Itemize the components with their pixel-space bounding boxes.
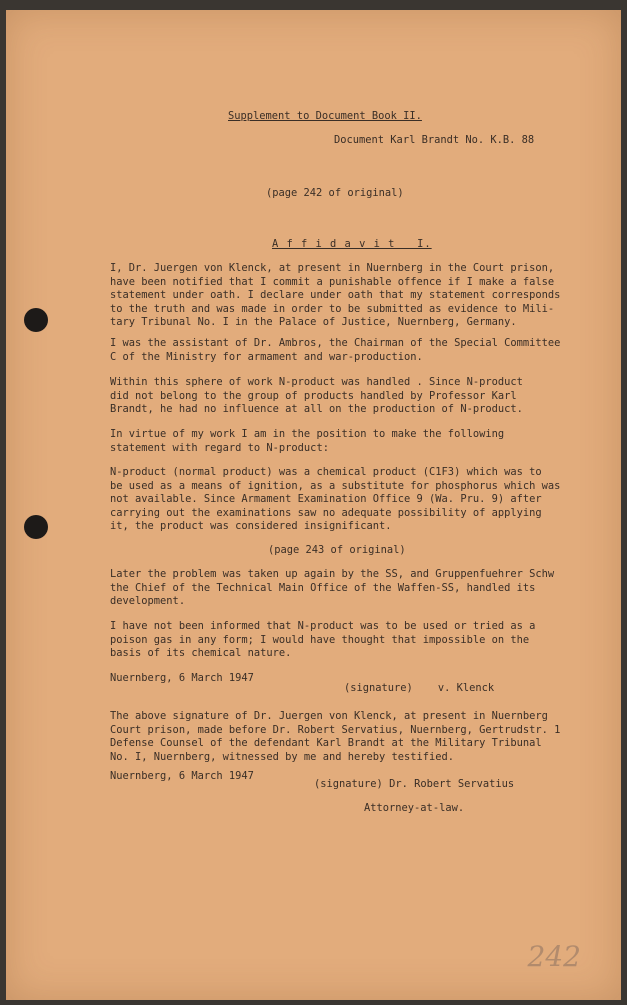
text-line: N-product (normal product) was a chemical product (C1F3) which was to xyxy=(110,466,542,478)
paragraph-sphere xyxy=(110,376,550,417)
text-line: Within this sphere of work N-product was handled . Since N-product xyxy=(110,376,523,388)
paragraph-attestation xyxy=(110,710,561,764)
text-line: have been notified that I commit a punishable offence if I make a false xyxy=(110,275,555,288)
text-line: not available. Since Armament Examination Office 9 (Wa. Pru. 9) after xyxy=(110,493,542,506)
original-page-marker-242: (page 242 of original) xyxy=(266,187,404,199)
paragraph-ss xyxy=(110,568,555,609)
date-line-2: Nuernberg, 6 March 1947 xyxy=(110,770,254,782)
document-sheet xyxy=(6,10,621,1000)
text-line: I, Dr. Juergen von Klenck, at present in Nuernberg in the Court prison, xyxy=(110,262,555,274)
text-line: I have not been informed that N-product was to be used or tried as a xyxy=(110,620,536,632)
date-line-1: Nuernberg, 6 March 1947 xyxy=(110,672,254,684)
paragraph-n-product xyxy=(110,466,561,534)
punch-hole-top xyxy=(24,308,48,332)
text-line: the Chief of the Technical Main Office of the Waffen-SS, handled its xyxy=(110,581,536,594)
text-line: Court prison, made before Dr. Robert Servatius, Nuernberg, Gertrudstr. 1 xyxy=(110,723,561,736)
text-line: basis of its chemical nature. xyxy=(110,647,292,660)
original-page-marker-243: (page 243 of original) xyxy=(268,544,406,556)
text-line: statement with regard to N-product: xyxy=(110,441,329,454)
text-line: Later the problem was taken up again by the SS, and Gruppenfuehrer Schw xyxy=(110,568,555,580)
document-reference: Document Karl Brandt No. K.B. 88 xyxy=(334,134,535,146)
text-line: to the truth and was made in order to be submitted as evidence to Mili- xyxy=(110,302,555,315)
signature-servatius: (signature) Dr. Robert Servatius xyxy=(314,778,515,790)
text-line: poison gas in any form; I would have thought that impossible on the xyxy=(110,633,530,646)
text-line: statement under oath. I declare under oath that my statement corresponds xyxy=(110,289,561,302)
text-line: C of the Ministry for armament and war-production. xyxy=(110,350,423,363)
text-line: The above signature of Dr. Juergen von Klenck, at present in Nuernberg xyxy=(110,710,548,722)
supplement-heading: Supplement to Document Book II. xyxy=(228,110,422,122)
affidavit-title: A f f i d a v i t I. xyxy=(272,238,432,250)
text-line: tary Tribunal No. I in the Palace of Justice, Nuernberg, Germany. xyxy=(110,316,517,329)
text-line: be used as a means of ignition, as a substitute for phosphorus which was xyxy=(110,479,561,492)
pencil-page-number: 242 xyxy=(527,940,581,973)
paragraph-poison-gas xyxy=(110,620,550,661)
text-line: carrying out the examinations saw no adequate possibility of applying xyxy=(110,506,542,519)
signature-klenck: (signature) v. Klenck xyxy=(344,682,495,694)
punch-hole-bottom xyxy=(24,515,48,539)
paragraph-oath xyxy=(110,262,561,330)
text-line: No. I, Nuernberg, witnessed by me and hereby testified. xyxy=(110,750,455,763)
text-line: Brandt, he had no influence at all on the production of N-product. xyxy=(110,403,523,416)
text-line: In virtue of my work I am in the position to make the following xyxy=(110,428,505,440)
paragraph-assistant xyxy=(110,337,561,364)
text-line: it, the product was considered insignificant. xyxy=(110,520,392,533)
text-line: I was the assistant of Dr. Ambros, the Chairman of the Special Committee xyxy=(110,337,561,349)
text-line: development. xyxy=(110,595,186,608)
text-line: did not belong to the group of products handled by Professor Karl xyxy=(110,389,517,402)
text-line: Defense Counsel of the defendant Karl Brandt at the Military Tribunal xyxy=(110,737,542,750)
paragraph-virtue xyxy=(110,428,550,455)
attorney-title: Attorney-at-law. xyxy=(364,802,465,814)
